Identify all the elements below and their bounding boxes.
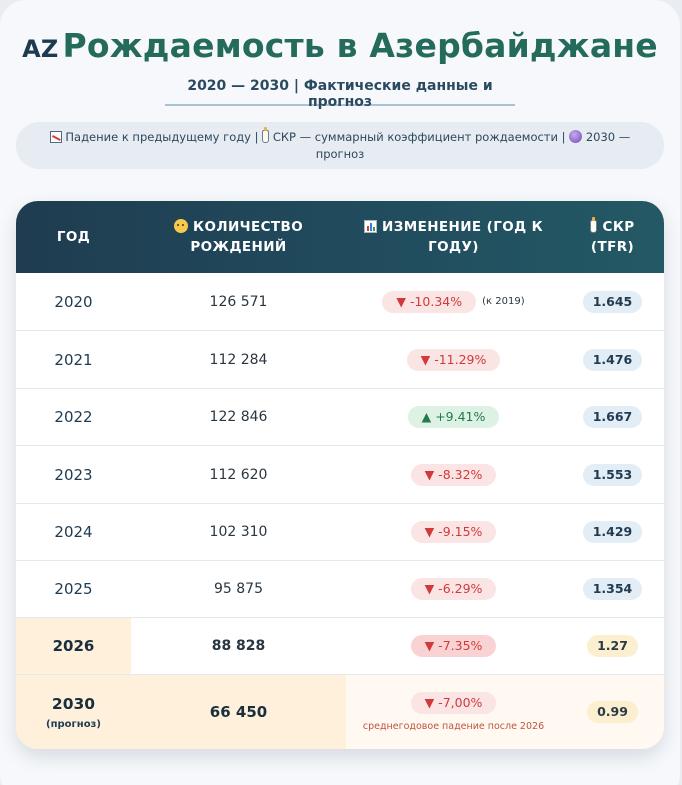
legend-bar bbox=[16, 122, 664, 169]
page-title-text: Рождаемость в Азербайджане bbox=[62, 26, 658, 65]
row-year: 2025 bbox=[54, 580, 93, 598]
row-births: 102 310 bbox=[209, 524, 268, 540]
table-row bbox=[16, 273, 664, 331]
column-header-births bbox=[131, 201, 346, 273]
column-header-change-label: ИЗМЕНЕНИЕ (ГОД К ГОДУ) bbox=[382, 219, 544, 255]
row-year: 2026 bbox=[52, 637, 95, 655]
change-badge: ▼ -7,00% bbox=[411, 692, 497, 714]
legend-text-tfr: СКР — суммарный коэффициент рождаемости | bbox=[272, 130, 566, 144]
table-row bbox=[16, 331, 664, 389]
table-row-forecast bbox=[16, 675, 664, 749]
column-header-year bbox=[16, 201, 131, 273]
change-badge: ▼ -6.29% bbox=[411, 578, 497, 600]
column-header-year-label: ГОД bbox=[56, 229, 91, 245]
change-note: среднегодовое падение после 2026 bbox=[362, 721, 545, 732]
change-badge: ▲ +9.41% bbox=[408, 406, 500, 428]
tfr-badge: 1.476 bbox=[583, 349, 643, 371]
row-births: 95 875 bbox=[214, 581, 263, 597]
row-births: 112 620 bbox=[209, 466, 268, 483]
column-header-births-label: КОЛИЧЕСТВО РОЖДЕНИЙ bbox=[190, 219, 304, 255]
forecast-label: (прогноз) bbox=[46, 718, 101, 730]
page-subtitle: 2020 — 2030 | Фактические данные и прогноз bbox=[165, 78, 515, 106]
row-year: 2020 bbox=[54, 292, 93, 311]
baby-bottle-icon bbox=[590, 220, 597, 233]
legend-text-forecast: 2030 — прогноз bbox=[315, 130, 631, 161]
row-year: 2030 bbox=[51, 694, 96, 713]
page-title bbox=[0, 26, 680, 65]
crystal-ball-icon bbox=[569, 130, 582, 143]
row-births: 122 846 bbox=[209, 409, 268, 425]
change-note: (к 2019) bbox=[482, 296, 525, 307]
table-row bbox=[16, 561, 664, 618]
tfr-badge: 1.429 bbox=[583, 521, 643, 543]
table-header bbox=[16, 201, 664, 273]
row-year: 2021 bbox=[54, 350, 93, 369]
change-badge: ▼ -9.15% bbox=[411, 521, 497, 543]
az-flag-label: AZ bbox=[22, 35, 59, 63]
row-births: 112 284 bbox=[209, 351, 268, 368]
row-year: 2024 bbox=[54, 523, 93, 541]
row-births: 88 828 bbox=[211, 638, 266, 654]
table-row bbox=[16, 389, 664, 446]
baby-face-icon bbox=[174, 219, 188, 233]
chart-decreasing-icon bbox=[50, 131, 62, 143]
row-year: 2022 bbox=[54, 408, 93, 426]
row-births: 66 450 bbox=[209, 703, 268, 721]
births-table bbox=[16, 201, 664, 749]
column-header-change bbox=[346, 201, 561, 273]
tfr-badge: 1.667 bbox=[583, 406, 643, 428]
table-row bbox=[16, 446, 664, 504]
tfr-badge: 0.99 bbox=[587, 701, 638, 723]
column-header-tfr bbox=[561, 201, 664, 273]
change-badge: ▼ -8.32% bbox=[411, 464, 497, 486]
tfr-badge: 1.354 bbox=[583, 578, 643, 600]
table-row bbox=[16, 504, 664, 561]
tfr-badge: 1.645 bbox=[583, 291, 643, 313]
tfr-badge: 1.553 bbox=[583, 464, 643, 486]
change-badge: ▼ -7.35% bbox=[411, 635, 497, 657]
legend-text-decline: Падение к предыдущему году | bbox=[65, 130, 259, 144]
row-births: 126 571 bbox=[209, 293, 268, 310]
row-year: 2023 bbox=[54, 465, 93, 484]
change-badge: ▼ -11.29% bbox=[407, 349, 501, 371]
tfr-badge: 1.27 bbox=[587, 635, 638, 657]
table-row-2026 bbox=[16, 618, 664, 675]
bar-chart-icon bbox=[364, 220, 377, 233]
change-badge: ▼ -10.34% bbox=[382, 291, 476, 313]
column-header-tfr-label: СКР (TFR) bbox=[590, 219, 635, 255]
baby-bottle-icon bbox=[262, 130, 269, 143]
